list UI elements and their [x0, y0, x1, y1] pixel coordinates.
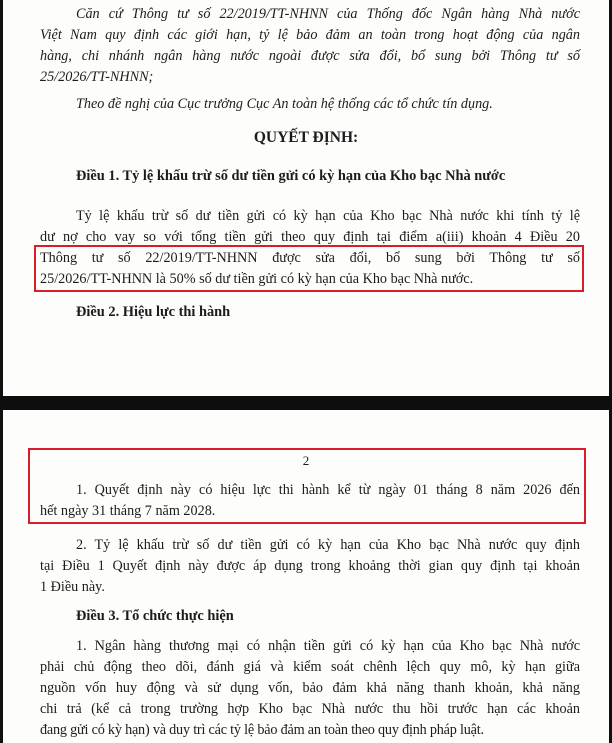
text-line: dư nợ cho vay so với tổng tiền gửi theo quy định tại điểm a(iii) khoản 4 Điều 20: [40, 229, 580, 245]
text-line: hàng, chi nhánh ngân hàng nước ngoài được sửa đổi, bổ sung bởi Thông tư số: [40, 48, 580, 64]
preamble-legal-basis: [40, 4, 580, 88]
document-page-2: [0, 410, 612, 743]
text-line: 1. Ngân hàng thương mại có nhận tiền gửi có kỳ hạn của Kho bạc Nhà nước: [76, 638, 580, 654]
text-line: Thông tư số 22/2019/TT-NHNN được sửa đổi, bổ sung bởi Thông tư số: [40, 250, 580, 266]
text-line: Việt Nam quy định các giới hạn, tỷ lệ bảo đảm an toàn trong hoạt động của ngân: [40, 27, 580, 43]
highlight-box-article-1: [34, 245, 584, 292]
page-edge-left: [0, 0, 3, 396]
article-2-clause-2: [40, 535, 580, 598]
article-3-body: [40, 636, 580, 741]
page-divider: [0, 396, 612, 410]
article-2-clause-1: [40, 480, 580, 522]
text-line: nguồn vốn huy động và sử dụng vốn, bảo đảm khả năng thanh khoản, khả năng: [40, 680, 580, 696]
text-line: đang gửi có kỳ hạn) và duy trì các tỷ lệ bảo đảm an toàn theo quy định pháp luật.: [40, 722, 484, 738]
text-line: tại Điều 1 Quyết định này được áp dụng trong khoảng thời gian quy định tại khoản: [40, 558, 580, 574]
article-3-title: Điều 3. Tổ chức thực hiện: [76, 608, 234, 624]
preamble-proposal: Theo đề nghị của Cục trưởng Cục An toàn hệ thống các tổ chức tín dụng.: [76, 96, 493, 112]
text-line: 1. Quyết định này có hiệu lực thi hành kể từ ngày 01 tháng 8 năm 2026 đến: [76, 482, 580, 498]
page-number: 2: [302, 453, 310, 468]
text-line: 2. Tỷ lệ khấu trừ số dư tiền gửi có kỳ hạn của Kho bạc Nhà nước quy định: [76, 537, 580, 553]
text-line: hết ngày 31 tháng 7 năm 2028.: [40, 503, 216, 519]
text-line: Căn cứ Thông tư số 22/2019/TT-NHNN của Thống đốc Ngân hàng Nhà nước: [76, 6, 580, 22]
text-line: 25/2026/TT-NHNN;: [40, 69, 154, 85]
text-line: 1 Điều này.: [40, 579, 105, 595]
article-2-title: Điều 2. Hiệu lực thi hành: [76, 304, 231, 320]
article-1-title: Điều 1. Tỷ lệ khấu trừ số dư tiền gửi có kỳ hạn của Kho bạc Nhà nước: [76, 168, 506, 184]
text-line: 25/2026/TT-NHNN là 50% số dư tiền gửi có kỳ hạn của Kho bạc Nhà nước.: [40, 271, 474, 287]
text-line: phải chủ động theo dõi, đánh giá và kiểm soát chênh lệch quy mô, kỳ hạn giữa: [40, 659, 580, 675]
text-line: Tỷ lệ khấu trừ số dư tiền gửi có kỳ hạn của Kho bạc Nhà nước khi tính tỷ lệ: [76, 208, 580, 224]
decision-title: QUYẾT ĐỊNH:: [253, 129, 359, 146]
text-line: chi trả (kể cả trong trường hợp Kho bạc Nhà nước thu hồi trước hạn các khoản: [40, 701, 580, 717]
